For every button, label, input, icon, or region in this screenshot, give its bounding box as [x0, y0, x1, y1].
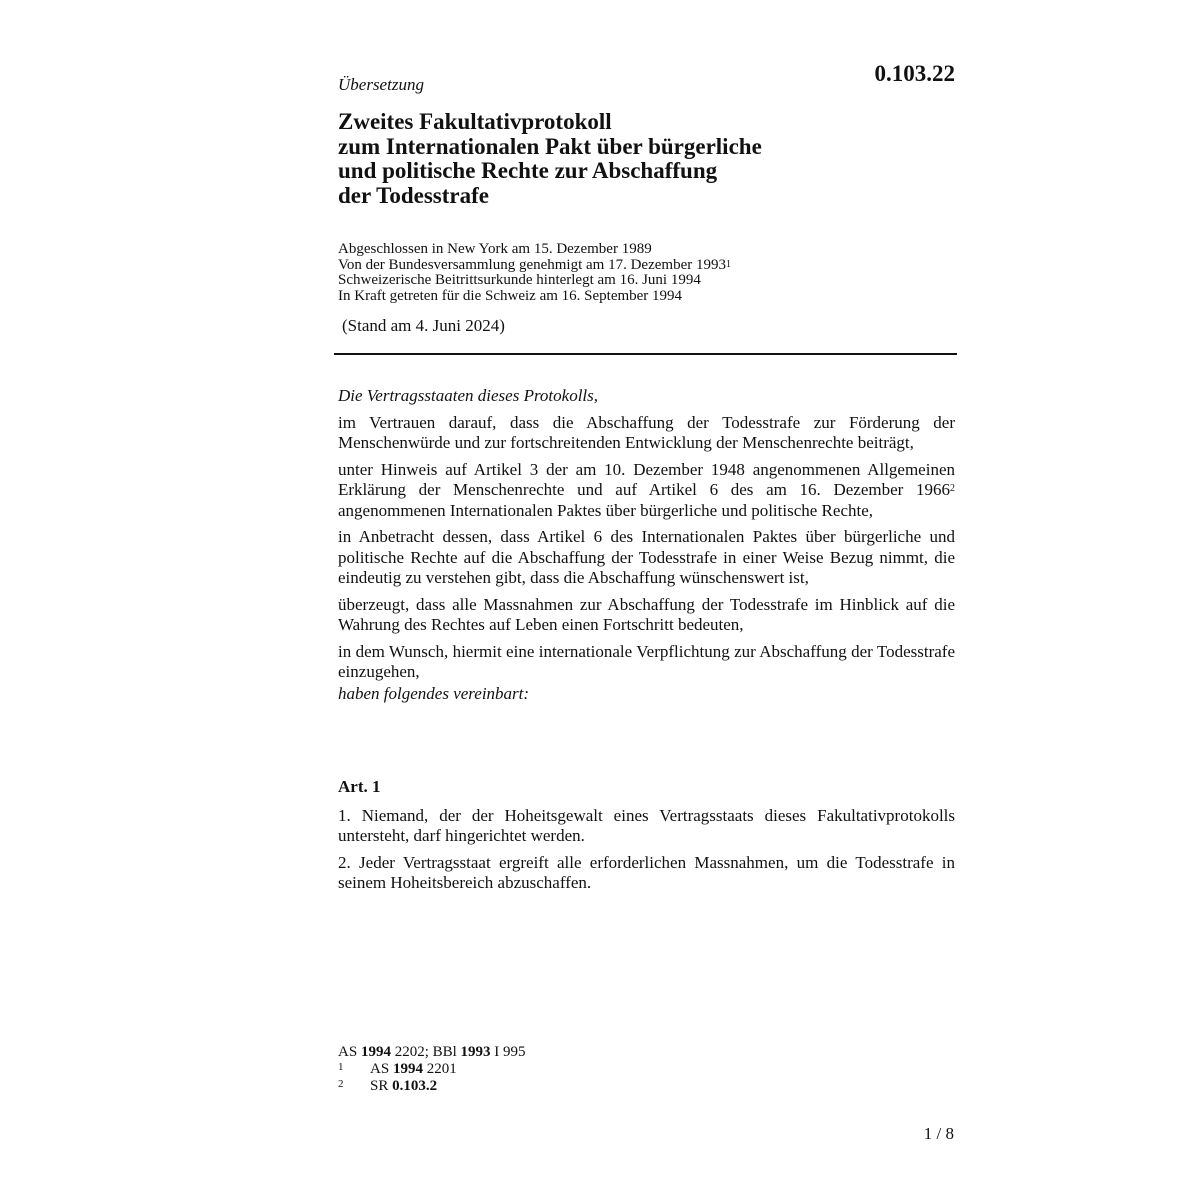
deposited-line: Schweizerische Beitrittsurkunde hinterlegt am 16. Juni 1994 — [338, 272, 701, 288]
document-metadata — [338, 242, 731, 304]
preamble-paragraph: in Anbetracht dessen, dass Artikel 6 des Internationalen Paktes über bürgerliche und politische Rechte auf die Abschaffung der Todesstrafe in einer Weise Bezug nimmt, die eindeutig zu verstehen gibt, dass die Abschaffung wünschenswert ist, — [338, 527, 955, 587]
footnote-suffix: 2201 — [422, 1061, 457, 1077]
preamble-paragraph: in dem Wunsch, hiermit eine internationale Verpflichtung zur Abschaffung der Todesstrafe einzugehen, — [338, 641, 955, 681]
preamble-intro: Die Vertragsstaaten dieses Protokolls, — [338, 386, 599, 405]
article-heading: Art. 1 — [338, 777, 381, 796]
preamble-text: unter Hinweis auf Artikel 3 der am 10. Dezember 1948 angenommenen Allgemeinen Erklärung der Menschenrechte und auf Artikel 6 des am 16. Dezember 1966 — [338, 459, 955, 499]
preamble-closing: haben folgendes vereinbart: — [338, 683, 530, 703]
source-reference — [338, 1044, 526, 1060]
footnote-number: 2 — [338, 1078, 344, 1090]
source-bbl-page: I 995 — [490, 1044, 526, 1060]
footnote-text — [370, 1078, 437, 1094]
title-line: Zweites Fakultativprotokoll — [338, 109, 612, 134]
document-title — [338, 110, 762, 208]
footnote-prefix: AS — [370, 1061, 393, 1077]
footnote-number: 1 — [338, 1061, 344, 1073]
concluded-line: Abgeschlossen in New York am 15. Dezember 1989 — [338, 241, 652, 257]
preamble-paragraph: überzeugt, dass alle Massnahmen zur Abschaffung der Todesstrafe im Hinblick auf die Wahrung des Rechtes auf Leben einen Fortschritt bedeuten, — [338, 594, 955, 634]
preamble-paragraph: im Vertrauen darauf, dass die Abschaffung der Todesstrafe zur Förderung der Menschenwürde und zur fortschreitenden Entwicklung der Menschenrechte beiträgt, — [338, 412, 955, 452]
translation-label: Übersetzung — [338, 75, 424, 94]
source-as-page: 2202; BBl — [390, 1044, 461, 1060]
footnote-2 — [338, 1078, 526, 1094]
title-line: zum Internationalen Pakt über bürgerliche — [338, 133, 762, 159]
approved-text: Von der Bundesversammlung genehmigt am 17. Dezember 1993 — [338, 256, 726, 273]
footnote-text — [370, 1061, 457, 1077]
footnote-bold: 1994 — [392, 1061, 423, 1077]
footnotes — [338, 1044, 526, 1094]
preamble-text: angenommenen Internationalen Paktes über bürgerliche und politische Rechte, — [338, 500, 874, 520]
footnote-1 — [338, 1061, 526, 1077]
article-paragraph: 1. Niemand, der der Hoheitsgewalt eines Vertragsstaats dieses Fakultativprotokolls untersteht, darf hingerichtet werden. — [338, 805, 955, 845]
source-prefix: AS — [338, 1044, 361, 1060]
preamble-paragraph — [338, 460, 955, 522]
approved-line — [338, 258, 731, 274]
source-bbl-year: 1993 — [460, 1044, 491, 1060]
footnote-prefix: SR — [370, 1078, 393, 1094]
title-line: und politische Rechte zur Abschaffung — [338, 158, 718, 183]
footnote-bold: 0.103.2 — [392, 1078, 438, 1094]
in-force-line: In Kraft getreten für die Schweiz am 16. September 1994 — [338, 287, 683, 304]
title-line: der Todesstrafe — [338, 182, 489, 208]
footnote-ref-1[interactable]: 1 — [725, 258, 731, 270]
article-1 — [338, 777, 955, 900]
page-number: 1 / 8 — [923, 1124, 954, 1143]
sr-number: 0.103.22 — [874, 61, 955, 86]
source-as-year: 1994 — [360, 1044, 391, 1060]
preamble — [338, 386, 955, 710]
article-paragraph: 2. Jeder Vertragsstaat ergreift alle erforderlichen Massnahmen, um die Todesstrafe in seinem Hoheitsbereich abzuschaffen. — [338, 852, 955, 892]
footnote-ref-2[interactable]: 2 — [950, 483, 955, 494]
status-line: (Stand am 4. Juni 2024) — [342, 316, 505, 335]
header-divider — [334, 353, 957, 355]
